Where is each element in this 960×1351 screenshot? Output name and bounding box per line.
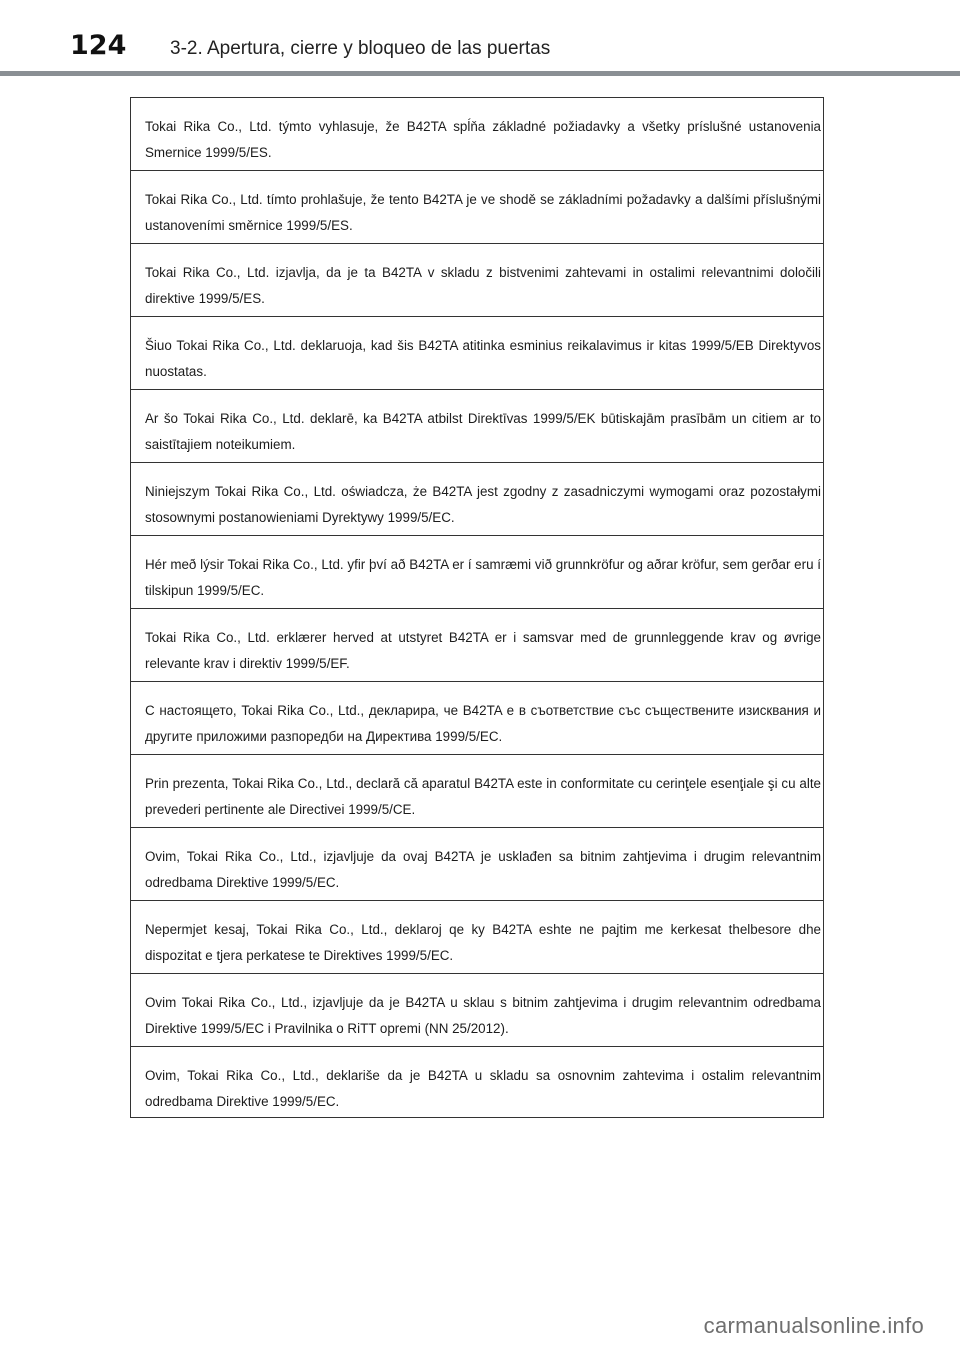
declaration-text: Ovim, Tokai Rika Co., Ltd., izjavljuje da ovaj B42TA je usklađen sa bitnim zahtjevima i drugim relevantnim odredbama Direktive 1999/5/EC. bbox=[145, 849, 821, 890]
declaration-text: Tokai Rika Co., Ltd. erklærer herved at utstyret B42TA er i samsvar med de grunnleggende krav og øvrige relevante krav i direktiv 1999/5/EF. bbox=[145, 630, 821, 671]
declaration-croatian bbox=[131, 974, 823, 1047]
declaration-icelandic bbox=[131, 536, 823, 609]
declaration-text: Ovim, Tokai Rika Co., Ltd., deklariše da je B42TA u skladu sa osnovnim zahtevima i ostalim relevantnim odredbama Direktive 1999/5/EC. bbox=[145, 1068, 821, 1109]
declaration-text: Tokai Rika Co., Ltd. izjavlja, da je ta B42TA v skladu z bistvenimi zahtevami in ostalimi relevantnimi določili direktive 1999/5/ES. bbox=[145, 265, 821, 306]
declaration-czech bbox=[131, 171, 823, 244]
declaration-latvian bbox=[131, 390, 823, 463]
declaration-text: Tokai Rika Co., Ltd. tímto prohlašuje, že tento B42TA je ve shodě se základními požadavky a dalšími příslušnými ustanoveními směrnice 1999/5/ES. bbox=[145, 192, 821, 233]
declaration-text: Niniejszym Tokai Rika Co., Ltd. oświadcza, że B42TA jest zgodny z zasadniczymi wymogami oraz pozostałymi stosownymi postanowieniami Dyrektywy 1999/5/EC. bbox=[145, 484, 821, 525]
declaration-albanian bbox=[131, 901, 823, 974]
declaration-text: Šiuo Tokai Rika Co., Ltd. deklaruoja, kad šis B42TA atitinka esminius reikalavimus ir kitas 1999/5/EB Direktyvos nuostatas. bbox=[145, 338, 821, 379]
header-divider bbox=[0, 71, 960, 76]
declaration-polish bbox=[131, 463, 823, 536]
declaration-text: Ar šo Tokai Rika Co., Ltd. deklarē, ka B42TA atbilst Direktīvas 1999/5/EK būtiskajām prasībām un citiem ar to saistītajiem noteikumiem. bbox=[145, 411, 821, 452]
declaration-text: Ovim Tokai Rika Co., Ltd., izjavljuje da je B42TA u sklau s bitnim zahtjevima i drugim relevantnim odredbama Direktive 1999/5/EC i Pravilnika o RiTT opremi (NN 25/2012). bbox=[145, 995, 821, 1036]
declaration-lithuanian bbox=[131, 317, 823, 390]
declaration-text: Hér með lýsir Tokai Rika Co., Ltd. yfir því að B42TA er í samræmi við grunnkröfur og aðrar kröfur, sem gerðar eru í tilskipun 1999/5/EC. bbox=[145, 557, 821, 598]
declaration-serbian bbox=[131, 1047, 823, 1117]
declarations-table bbox=[130, 97, 824, 1118]
declaration-norwegian bbox=[131, 609, 823, 682]
declaration-text: Nepermjet kesaj, Tokai Rika Co., Ltd., deklaroj qe ky B42TA eshte ne pajtim me kerkesat thelbesore dhe dispozitat e tjera perkatese te Direktives 1999/5/EC. bbox=[145, 922, 821, 963]
declaration-slovak bbox=[131, 98, 823, 171]
declaration-text: Prin prezenta, Tokai Rika Co., Ltd., declară că aparatul B42TA este in conformitate cu cerinţele esenţiale şi cu alte prevederi pertinente ale Directivei 1999/5/CE. bbox=[145, 776, 821, 817]
declaration-romanian bbox=[131, 755, 823, 828]
declaration-slovenian bbox=[131, 244, 823, 317]
page-header bbox=[0, 0, 960, 78]
declaration-bosnian bbox=[131, 828, 823, 901]
declaration-bulgarian bbox=[131, 682, 823, 755]
site-watermark: carmanualsonline.info bbox=[703, 1313, 924, 1338]
section-title: 3-2. Apertura, cierre y bloqueo de las puertas bbox=[170, 38, 551, 59]
declaration-text: С настоящето, Tokai Rika Co., Ltd., декларира, че B42TA е в съответствие със съществените изисквания и другите приложими разпоредби на Директива 1999/5/EC. bbox=[145, 703, 821, 744]
page-number: 124 bbox=[70, 30, 127, 61]
declaration-text: Tokai Rika Co., Ltd. týmto vyhlasuje, že B42TA spĺňa základné požiadavky a všetky príslušné ustanovenia Smernice 1999/5/ES. bbox=[145, 119, 821, 160]
